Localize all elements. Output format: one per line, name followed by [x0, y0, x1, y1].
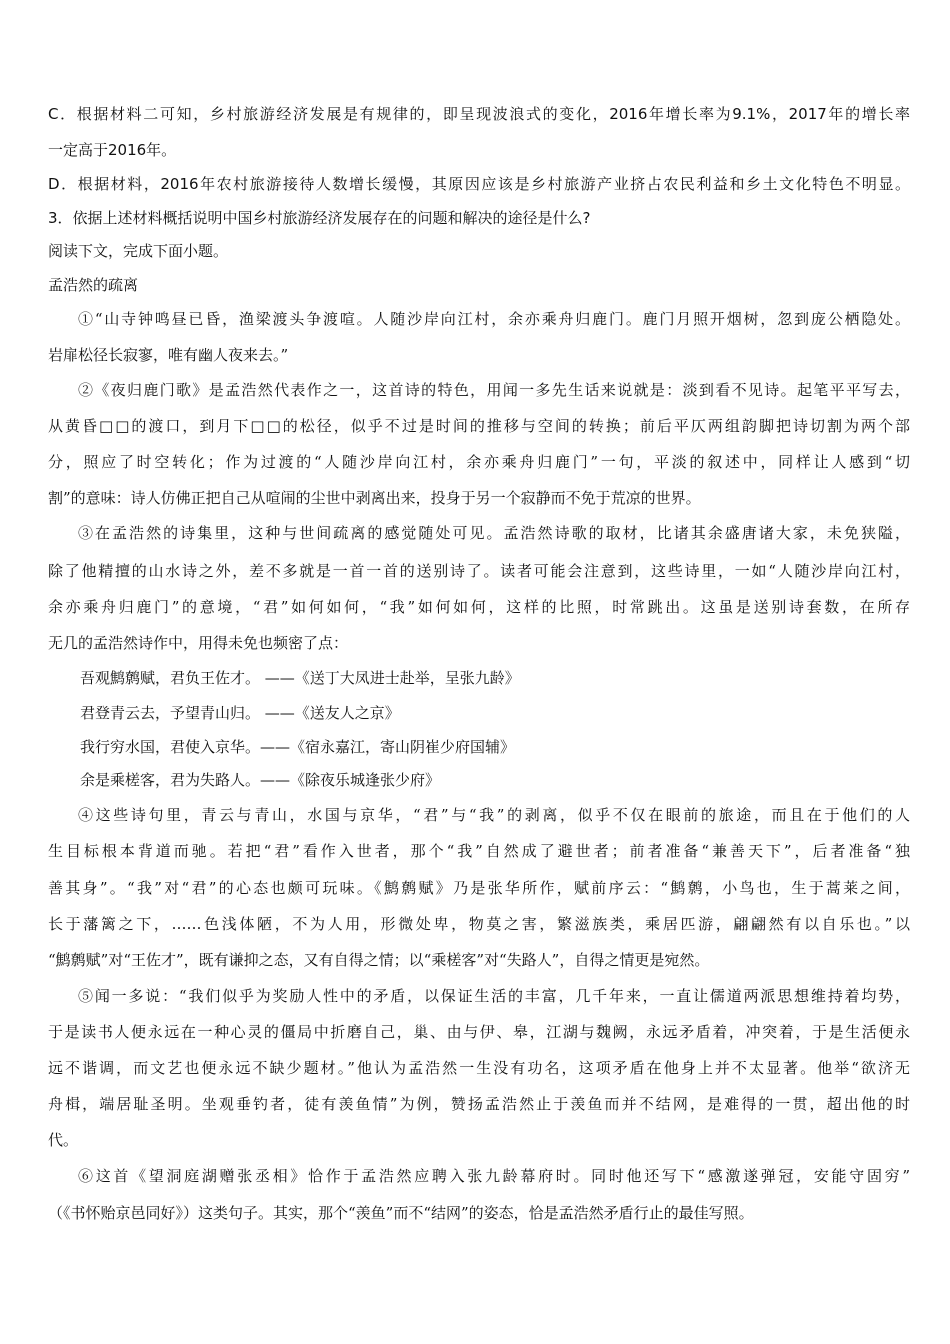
paragraph-6-line: （《书怀贻京邑同好》）这类句子。其实，那个“羡鱼”而不“结网”的姿态，恰是孟浩然矛盾行止的最佳写照。 — [48, 1204, 754, 1222]
paragraph-4-line: 善其身”。“我”对“君”的心态也颇可玩味。《鹪鹩赋》乃是张华所作，赋前序云：“鹪鹩，小鸟也，生于蒿莱之间， — [48, 879, 910, 897]
paragraph-3-line: 无几的孟浩然诗作中，用得未免也频密了点： — [48, 634, 349, 652]
option-d-line-1: D．根据材料，2016年农村旅游接待人数增长缓慢，其原因应该是乡村旅游产业挤占农民利益和乡土文化特色不明显。 — [48, 175, 910, 193]
paragraph-4-line: ④这些诗句里，青云与青山，水国与京华，“君”与“我”的剥离，似乎不仅在眼前的旅途，而且在于他们的人 — [78, 806, 910, 824]
question-3: 3．依据上述材料概括说明中国乡村旅游经济发展存在的问题和解决的途径是什么? — [48, 209, 591, 227]
paragraph-2-line: 从黄昏□□的渡口，到月下□□的松径，似乎不过是时间的推移与空间的转换；前后平仄两组韵脚把诗切割为两个部 — [48, 417, 910, 435]
poem-quote: 余是乘槎客，君为失路人。——《除夜乐城逢张少府》 — [80, 771, 441, 789]
paragraph-2-line: ②《夜归鹿门歌》是孟浩然代表作之一，这首诗的特色，用闻一多先生话来说就是：淡到看不见诗。起笔平平写去， — [78, 381, 910, 399]
option-c-line-2: 一定高于2016年。 — [48, 141, 177, 159]
paragraph-5-line: 远不谐调，而文艺也便永远不缺少题材。”他认为孟浩然一生没有功名，这项矛盾在他身上并不太显著。他举“欲济无 — [48, 1059, 910, 1077]
paragraph-5-line: ⑤闻一多说：“我们似乎为奖励人性中的矛盾，以保证生活的丰富，几千年来，一直让儒道两派思想维持着均势， — [78, 987, 910, 1005]
poem-quote: 君登青云去，予望青山归。 ——《送友人之京》 — [80, 704, 400, 722]
paragraph-3-line: ③在孟浩然的诗集里，这种与世间疏离的感觉随处可见。孟浩然诗歌的取材，比诸其余盛唐诸大家，未免狭隘， — [78, 524, 910, 542]
paragraph-2-line: 割”的意味：诗人仿佛正把自己从喧闹的尘世中剥离出来，投身于另一个寂静而不免于荒凉的世界。 — [48, 489, 701, 507]
option-c-line-1: C．根据材料二可知，乡村旅游经济发展是有规律的，即呈现波浪式的变化，2016年增长率为9.1%，2017年的增长率 — [48, 105, 910, 123]
poem-quote: 吾观鹪鹩赋，君负王佐才。 ——《送丁大凤进士赴举，呈张九龄》 — [80, 669, 520, 687]
article-title: 孟浩然的疏离 — [48, 276, 139, 294]
paragraph-4-line: “鹪鹩赋”对“王佐才”，既有谦抑之态，又有自得之情；以“乘槎客”对“失路人”，自得之情更是宛然。 — [48, 951, 710, 969]
paragraph-4-line: 长于藩篱之下，……色浅体陋，不为人用，形微处卑，物莫之害，繁滋族类，乘居匹游，翩翩然有以自乐也。”以 — [48, 915, 910, 933]
paragraph-1-line: ①“山寺钟鸣昼已昏，渔梁渡头争渡喧。人随沙岸向江村，余亦乘舟归鹿门。鹿门月照开烟树，忽到庞公栖隐处。 — [78, 310, 910, 328]
paragraph-1-line: 岩扉松径长寂寥，唯有幽人夜来去。” — [48, 346, 289, 364]
paragraph-3-line: 余亦乘舟归鹿门”的意境，“君”如何如何，“我”如何如何，这样的比照，时常跳出。这虽是送别诗套数，在所存 — [48, 598, 910, 616]
poem-quote: 我行穷水国，君使入京华。——《宿永嘉江，寄山阴崔少府国辅》 — [80, 738, 516, 756]
paragraph-2-line: 分，照应了时空转化；作为过渡的“人随沙岸向江村，余亦乘舟归鹿门”一句，平淡的叙述中，同样让人感到“切 — [48, 453, 910, 471]
reading-instruction: 阅读下文，完成下面小题。 — [48, 242, 229, 260]
paragraph-3-line: 除了他精擅的山水诗之外，差不多就是一首一首的送别诗了。读者可能会注意到，这些诗里，一如“人随沙岸向江村， — [48, 562, 910, 580]
paragraph-4-line: 生目标根本背道而驰。若把“君”看作入世者，那个“我”自然成了避世者；前者准备“兼善天下”，后者准备“独 — [48, 842, 910, 860]
paragraph-5-line: 代。 — [48, 1131, 79, 1149]
paragraph-5-line: 舟楫，端居耻圣明。坐观垂钓者，徒有羡鱼情”为例，赞扬孟浩然止于羡鱼而并不结网，是难得的一贯，超出他的时 — [48, 1095, 910, 1113]
paragraph-6-line: ⑥这首《望洞庭湖赠张丞相》恰作于孟浩然应聘入张九龄幕府时。同时他还写下“感激遂弹冠，安能守固穷” — [78, 1167, 910, 1185]
paragraph-5-line: 于是读书人便永远在一种心灵的僵局中折磨自己，巢、由与伊、皋，江湖与魏阙，永远矛盾着，冲突着，于是生活便永 — [48, 1023, 910, 1041]
